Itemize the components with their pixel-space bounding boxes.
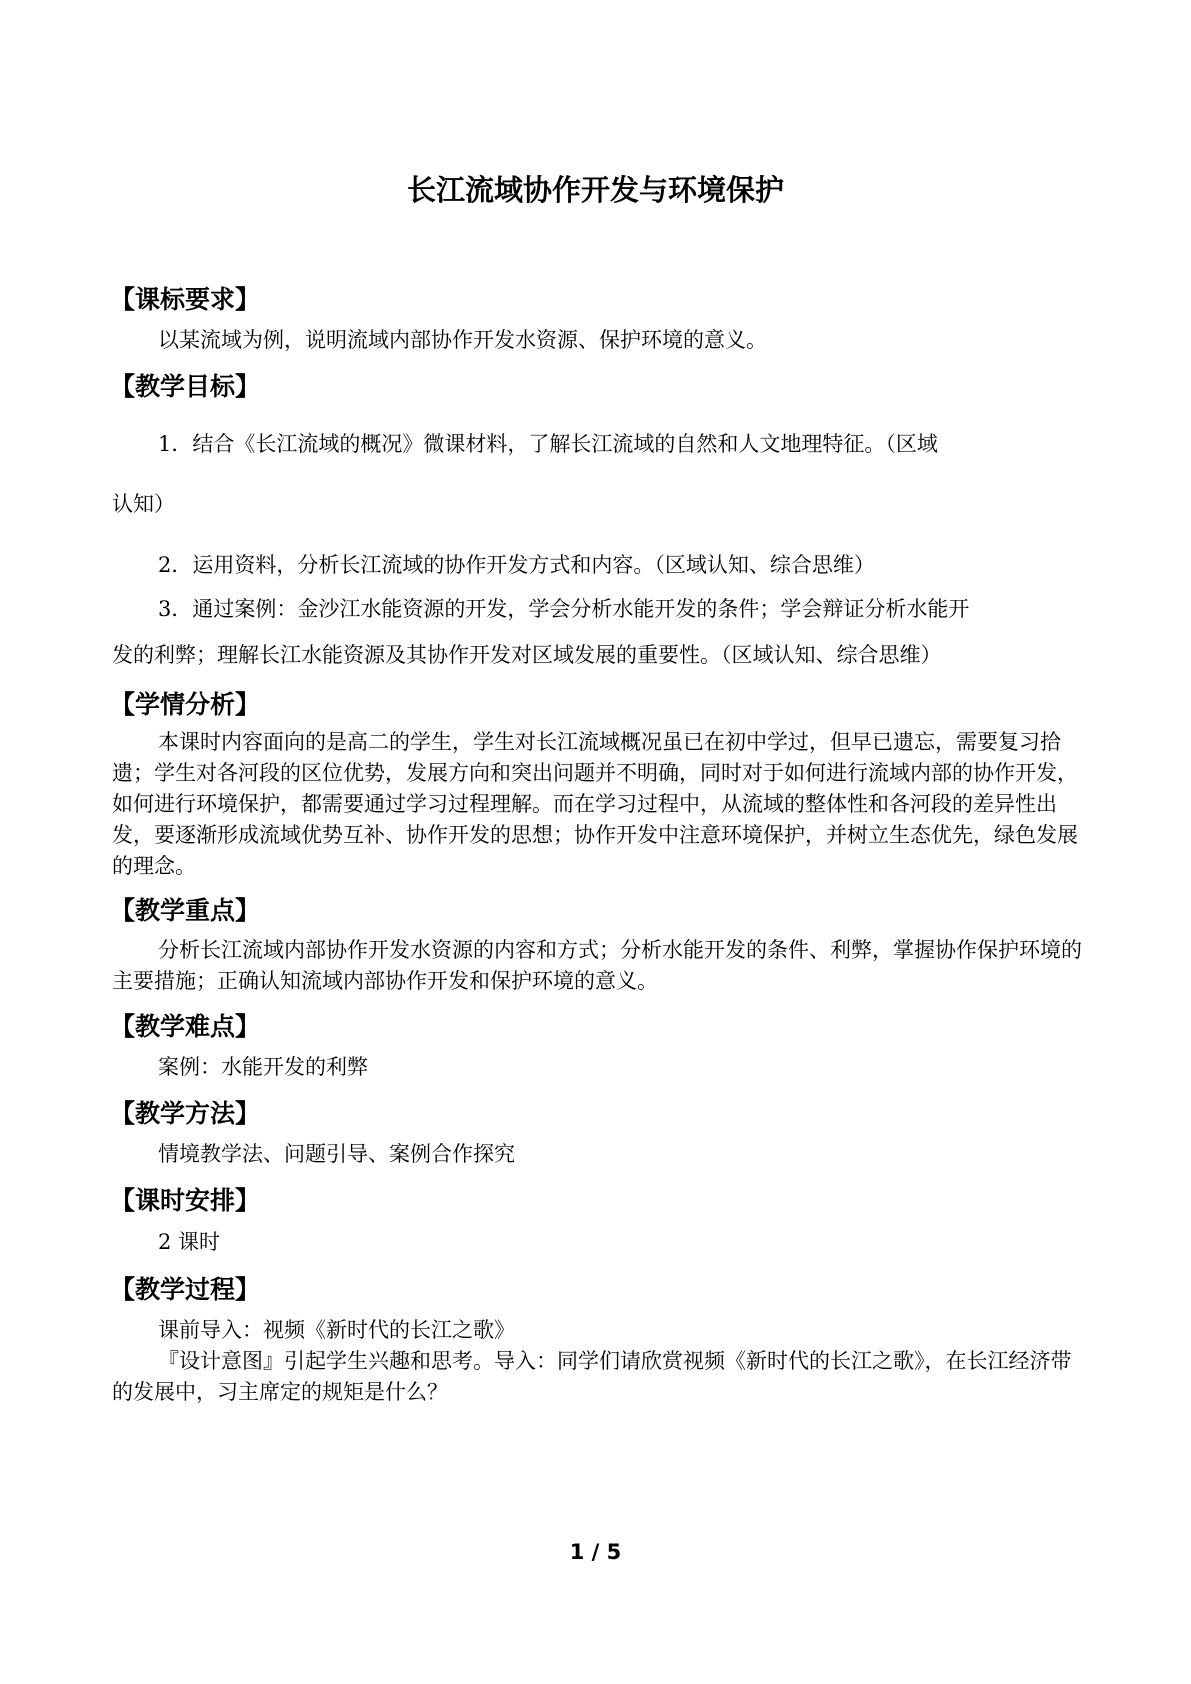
objective-3-line-1: 3．通过案例：金沙江水能资源的开发，学会分析水能开发的条件；学会辩证分析水能开: [158, 597, 970, 621]
page-number: 1 / 5: [569, 1540, 622, 1564]
methods-text: 情境教学法、问题引导、案例合作探究: [158, 1142, 515, 1166]
process-design: 『设计意图』引起学生兴趣和思考。导入：同学们请欣赏视频《新时代的长江之歌》，在长江经济带的发展中，习主席定的规矩是什么？: [112, 1349, 1072, 1404]
heading-key-points: 【教学重点】: [110, 896, 261, 925]
heading-difficulties: 【教学难点】: [110, 1012, 261, 1041]
heading-curriculum: 【课标要求】: [110, 285, 261, 314]
heading-objectives: 【教学目标】: [110, 372, 261, 401]
difficulties-text: 案例：水能开发的利弊: [158, 1055, 368, 1079]
objective-1-line-1: 1．结合《长江流域的概况》微课材料，了解长江流域的自然和人文地理特征。（区域: [158, 432, 938, 456]
document-title: 长江流域协作开发与环境保护: [406, 173, 784, 207]
heading-process: 【教学过程】: [110, 1275, 261, 1304]
schedule-text: 2 课时: [158, 1230, 221, 1254]
key-points-text: 分析长江流域内部协作开发水资源的内容和方式；分析水能开发的条件、利弊，掌握协作保护环境的主要措施；正确认知流域内部协作开发和保护环境的意义。: [112, 938, 1082, 993]
analysis-text: 本课时内容面向的是高二的学生，学生对长江流域概况虽已在初中学过，但早已遗忘，需要复习拾遗；学生对各河段的区位优势，发展方向和突出问题并不明确，同时对于如何进行流域内部的协作开发，如何进行环境保护，都需要通过学习过程理解。而在学习过程中，从流域的整体性和各河段的差异性出发，要逐渐形成流域优势互补、协作开发的思想；协作开发中注意环境保护，并树立生态优先，绿色发展的理念。: [112, 730, 1078, 878]
heading-methods: 【教学方法】: [110, 1099, 261, 1128]
heading-schedule: 【课时安排】: [110, 1186, 261, 1215]
objective-1-line-2: 认知）: [112, 492, 175, 516]
objective-3-line-2: 发的利弊；理解长江水能资源及其协作开发对区域发展的重要性。（区域认知、综合思维）: [112, 643, 942, 667]
objective-2: 2．运用资料，分析长江流域的协作开发方式和内容。（区域认知、综合思维）: [158, 553, 875, 577]
heading-analysis: 【学情分析】: [110, 690, 261, 719]
process-intro: 课前导入：视频《新时代的长江之歌》: [158, 1318, 515, 1342]
curriculum-text: 以某流域为例，说明流域内部协作开发水资源、保护环境的意义。: [158, 328, 767, 352]
